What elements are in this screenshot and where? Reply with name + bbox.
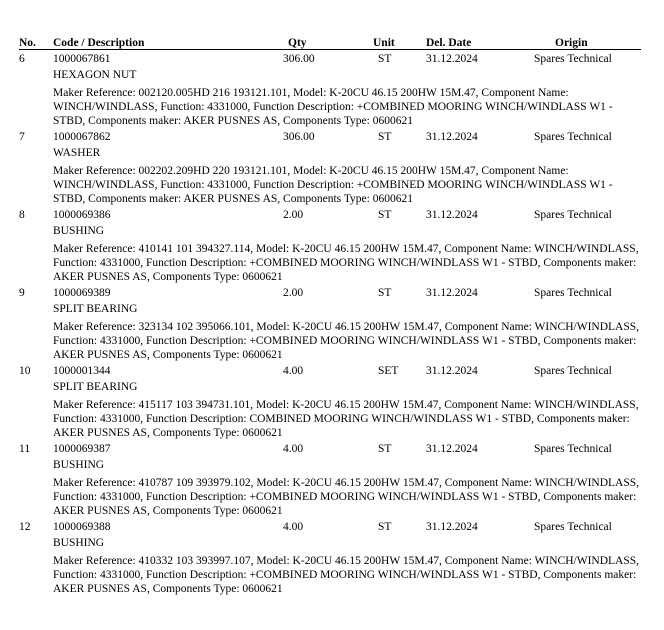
item-origin: Spares Technical <box>534 53 612 65</box>
item-origin: Spares Technical <box>534 365 612 377</box>
item-origin: Spares Technical <box>534 287 612 299</box>
item-code: 1000069389 <box>53 287 111 299</box>
item-maker-reference <box>53 320 641 362</box>
header-origin: Origin <box>555 37 588 49</box>
maker-reference-line: AKER PUSNES AS, Components Type: 0600621 <box>53 349 283 361</box>
maker-reference-line: Maker Reference: 410141 101 394327.114, Model: K-20CU 46.15 200HW 15M.47, Component Name: WINCH/WINDLASS, <box>53 243 639 255</box>
item-del-date: 31.12.2024 <box>426 53 478 65</box>
header-del-date: Del. Date <box>426 37 472 49</box>
item-description: SPLIT BEARING <box>53 303 138 315</box>
item-del-date: 31.12.2024 <box>426 287 478 299</box>
maker-reference-line: Function: 4331000, Function Description: +COMBINED MOORING WINCH/WINDLASS W1 - STBD, Components maker: <box>53 569 637 581</box>
maker-reference-line: STBD, Components maker: AKER PUSNES AS, Components Type: 0600621 <box>53 115 413 127</box>
item-maker-reference <box>53 554 641 596</box>
item-no: 9 <box>19 287 25 299</box>
item-code: 1000069387 <box>53 443 111 455</box>
header-unit: Unit <box>373 37 395 49</box>
item-no: 10 <box>19 365 31 377</box>
item-del-date: 31.12.2024 <box>426 521 478 533</box>
maker-reference-line: Maker Reference: 323134 102 395066.101, Model: K-20CU 46.15 200HW 15M.47, Component Name: WINCH/WINDLASS, <box>53 321 640 333</box>
item-unit: ST <box>378 521 392 533</box>
item-qty: 2.00 <box>283 287 304 299</box>
header-divider <box>19 49 641 50</box>
item-unit: ST <box>378 287 392 299</box>
header-no: No. <box>19 37 36 49</box>
maker-reference-line: WINCH/WINDLASS, Function: 4331000, Function Description: +COMBINED MOORING WINCH/WINDLASS W1 - <box>53 101 613 113</box>
item-code: 1000067862 <box>53 131 111 143</box>
maker-reference-line: Function: 4331000, Function Description: +COMBINED MOORING WINCH/WINDLASS W1 - STBD, Components maker: <box>53 335 637 347</box>
item-qty: 4.00 <box>283 365 304 377</box>
item-qty: 306.00 <box>283 53 315 65</box>
item-qty: 306.00 <box>283 131 315 143</box>
header-code-description: Code / Description <box>53 37 145 49</box>
maker-reference-line: Function: 4331000, Function Description: +COMBINED MOORING WINCH/WINDLASS W1 - STBD, Components maker: <box>53 491 637 503</box>
maker-reference-line: AKER PUSNES AS, Components Type: 0600621 <box>53 583 283 595</box>
item-del-date: 31.12.2024 <box>426 131 478 143</box>
item-qty: 2.00 <box>283 209 304 221</box>
item-code: 1000069386 <box>53 209 111 221</box>
item-maker-reference <box>53 476 641 518</box>
item-unit: SET <box>378 365 399 377</box>
item-description: HEXAGON NUT <box>53 69 137 81</box>
item-unit: ST <box>378 131 392 143</box>
item-del-date: 31.12.2024 <box>426 443 478 455</box>
item-description: BUSHING <box>53 537 105 549</box>
item-unit: ST <box>378 209 392 221</box>
maker-reference-line: Maker Reference: 415117 103 394731.101, Model: K-20CU 46.15 200HW 15M.47, Component Name: WINCH/WINDLASS, <box>53 399 639 411</box>
item-description: BUSHING <box>53 459 105 471</box>
maker-reference-line: Function: 4331000, Function Description: +COMBINED MOORING WINCH/WINDLASS W1 - STBD, Components maker: <box>53 257 637 269</box>
maker-reference-line: AKER PUSNES AS, Components Type: 0600621 <box>53 427 283 439</box>
maker-reference-line: Maker Reference: 410787 109 393979.102, Model: K-20CU 46.15 200HW 15M.47, Component Name: WINCH/WINDLASS, <box>53 477 640 489</box>
item-origin: Spares Technical <box>534 131 612 143</box>
item-no: 6 <box>19 53 25 65</box>
maker-reference-line: Maker Reference: 002202.209HD 220 193121.101, Model: K-20CU 46.15 200HW 15M.47, Component Name: <box>53 165 569 177</box>
maker-reference-line: AKER PUSNES AS, Components Type: 0600621 <box>53 271 283 283</box>
item-del-date: 31.12.2024 <box>426 209 478 221</box>
item-no: 11 <box>19 443 31 455</box>
item-code: 1000069388 <box>53 521 111 533</box>
item-maker-reference <box>53 86 641 128</box>
item-description: WASHER <box>53 147 101 159</box>
item-qty: 4.00 <box>283 521 304 533</box>
item-origin: Spares Technical <box>534 443 612 455</box>
maker-reference-line: WINCH/WINDLASS, Function: 4331000, Function Description: +COMBINED MOORING WINCH/WINDLASS W1 - <box>53 179 613 191</box>
item-maker-reference <box>53 164 641 206</box>
item-origin: Spares Technical <box>534 209 612 221</box>
item-no: 8 <box>19 209 25 221</box>
maker-reference-line: AKER PUSNES AS, Components Type: 0600621 <box>53 505 283 517</box>
item-code: 1000067861 <box>53 53 111 65</box>
maker-reference-line: Function: 4331000, Function Description: COMBINED MOORING WINCH/WINDLASS W1 - STBD, Components maker: <box>53 413 630 425</box>
item-del-date: 31.12.2024 <box>426 365 478 377</box>
item-unit: ST <box>378 443 392 455</box>
maker-reference-line: Maker Reference: 410332 103 393997.107, Model: K-20CU 46.15 200HW 15M.47, Component Name: WINCH/WINDLASS, <box>53 555 640 567</box>
item-maker-reference <box>53 398 641 440</box>
maker-reference-line: STBD, Components maker: AKER PUSNES AS, Components Type: 0600621 <box>53 193 413 205</box>
item-qty: 4.00 <box>283 443 304 455</box>
item-description: BUSHING <box>53 225 105 237</box>
item-code: 1000001344 <box>53 365 111 377</box>
item-no: 7 <box>19 131 25 143</box>
item-origin: Spares Technical <box>534 521 612 533</box>
header-qty: Qty <box>288 37 307 49</box>
item-description: SPLIT BEARING <box>53 381 138 393</box>
maker-reference-line: Maker Reference: 002120.005HD 216 193121.101, Model: K-20CU 46.15 200HW 15M.47, Component Name: <box>53 87 569 99</box>
item-maker-reference <box>53 242 641 284</box>
item-unit: ST <box>378 53 392 65</box>
item-no: 12 <box>19 521 31 533</box>
